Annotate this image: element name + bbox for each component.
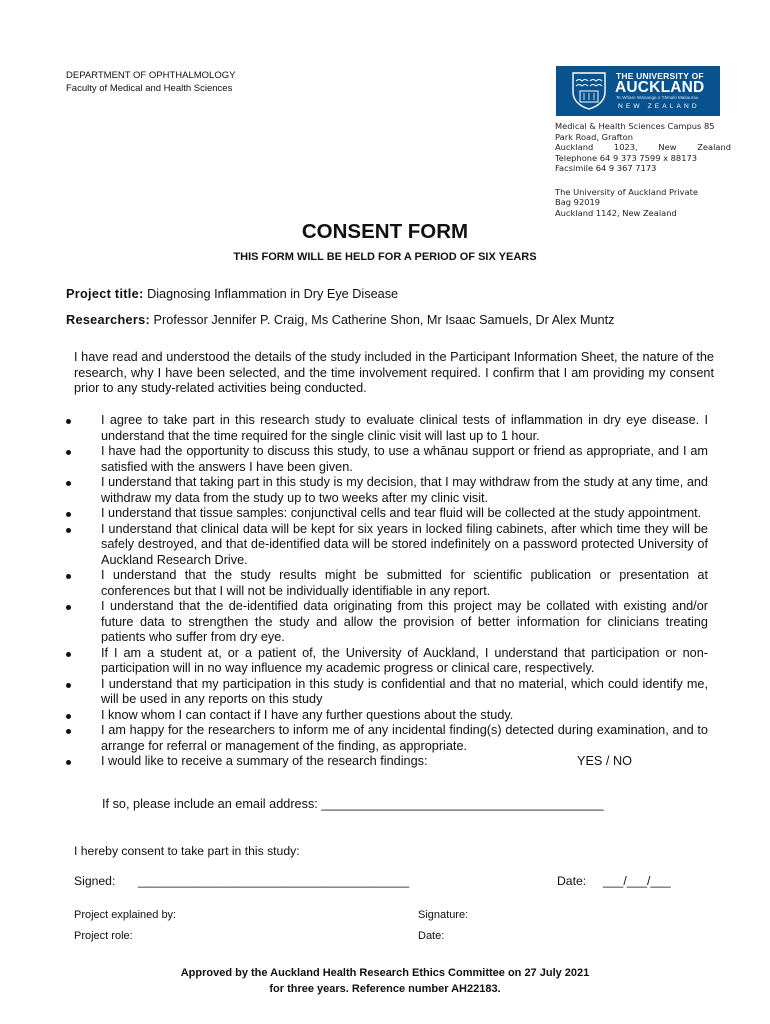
statement-text: I understand that the study results might be submitted for scientific publication or presentation at conferences but that I will not be individually identifiable in any report.	[101, 568, 708, 598]
statement-text: I would like to receive a summary of the research findings:	[101, 754, 428, 768]
researchers-label: Researchers:	[66, 313, 151, 327]
crest-icon	[572, 72, 606, 110]
private-bag-line: The University of Auckland Private	[555, 186, 698, 197]
statement-text: If I am a student at, or a patient of, the University of Auckland, I understand that participation or non-participation will in no way influence my academic progress or clinical care, respectively.	[101, 645, 708, 675]
bullet-icon	[66, 714, 71, 719]
list-item	[66, 646, 708, 677]
ethics-approval-line: Approved by the Auckland Health Research Ethics Committee on 27 July 2021	[180, 967, 590, 979]
logo-line-1: THE UNIVERSITY OF	[616, 71, 704, 81]
bullet-icon	[66, 481, 71, 486]
list-item	[66, 475, 708, 506]
project-role-label: Project role:	[74, 930, 133, 942]
address-part: 1023,	[613, 142, 638, 152]
private-bag-line: Bag 92019	[555, 197, 601, 207]
statement-text: I agree to take part in this research study to evaluate clinical tests of inflammation in dry eye disease. I understand that the time required for the single clinic visit will last up to 1 hour.	[101, 413, 708, 443]
bullet-icon	[66, 512, 71, 517]
list-item	[66, 522, 708, 569]
statement-text: I know whom I can contact if I have any further questions about the study.	[101, 707, 514, 722]
address-line: Park Road, Grafton	[555, 131, 633, 142]
form-subtitle: THIS FORM WILL BE HELD FOR A PERIOD OF SIX YEARS	[233, 251, 537, 263]
bullet-icon	[66, 683, 71, 688]
bullet-icon	[66, 605, 71, 610]
statement-text: I understand that my participation in this study is confidential and that no material, which could identify me, will be used in any reports on this study	[101, 676, 708, 706]
list-item	[66, 754, 708, 770]
project-title-value: Diagnosing Inflammation in Dry Eye Disease	[147, 287, 399, 301]
list-item	[66, 723, 708, 754]
consent-statement: I hereby consent to take part in this study:	[74, 844, 300, 858]
ethics-reference-line: for three years. Reference number AH22183.	[269, 983, 501, 995]
bullet-icon	[66, 574, 71, 579]
address-line: Medical & Health Sciences Campus 85	[555, 121, 715, 131]
bullet-icon	[66, 450, 71, 455]
university-logo	[556, 66, 720, 116]
email-field[interactable]: If so, please include an email address: ________________________________________	[102, 797, 604, 811]
project-explained-label: Project explained by:	[74, 909, 177, 921]
logo-line-3: Te Whare Wānanga o Tāmaki Makaurau	[616, 95, 699, 100]
list-item	[66, 599, 708, 646]
logo-line-4: NEW ZEALAND	[618, 103, 700, 110]
yes-no-choice[interactable]: YES / NO	[577, 754, 632, 768]
address-city-line	[555, 142, 731, 153]
list-item	[66, 413, 708, 444]
list-item	[66, 506, 708, 522]
researchers-value: Professor Jennifer P. Craig, Ms Catherine Shon, Mr Isaac Samuels, Dr Alex Muntz	[153, 313, 615, 327]
statement-text: I understand that taking part in this study is my decision, that I may withdraw from the study at any time, and withdraw my data from the study up to two weeks after my clinic visit.	[101, 475, 708, 505]
statement-text: I am happy for the researchers to inform me of any incidental finding(s) detected during examination, and to arrange for referral or management of the finding, as appropriate.	[101, 723, 708, 753]
statement-text: I understand that the de-identified data originating from this project may be collated with existing and/or future data to strengthen the study and allow the provision of better information for clinicians treating patients who suffer from dry eye.	[101, 599, 708, 644]
date-label: Date:	[557, 874, 587, 888]
bullet-icon	[66, 528, 71, 533]
address-part: New	[658, 142, 677, 152]
list-item	[66, 677, 708, 708]
statement-text: I understand that clinical data will be kept for six years in locked filing cabinets, after which time they will be safely destroyed, and that de-identified data will be stored indefinitely on a password protected University of Auckland Research Drive.	[101, 521, 708, 567]
intro-paragraph: I have read and understood the details of the study included in the Participant Information Sheet, the nature of the research, why I have been selected, and the time involvement required. I confirm that I am providing my consent prior to any study-related activities being conducted.	[74, 350, 714, 395]
date-field[interactable]: ___/___/___	[603, 874, 671, 888]
project-title-label: Project title:	[66, 287, 144, 301]
statement-text: I have had the opportunity to discuss this study, to use a whānau support or friend as appropriate, and I am satisfied with the answers I have been given.	[101, 444, 708, 474]
signature-label: Signature:	[418, 909, 469, 921]
list-item	[66, 444, 708, 475]
list-item	[66, 568, 708, 599]
list-item	[66, 708, 708, 724]
researchers-row	[66, 313, 614, 327]
private-bag-line: Auckland 1142, New Zealand	[555, 207, 677, 218]
bullet-icon	[66, 419, 71, 424]
bullet-icon	[66, 760, 71, 765]
second-date-label: Date:	[418, 930, 445, 942]
form-title: CONSENT FORM	[301, 220, 469, 243]
address-part: Auckland	[555, 142, 594, 152]
facsimile: Facsimile 64 9 367 7173	[555, 163, 657, 173]
telephone: Telephone 64 9 373 7599 x 88173	[555, 152, 698, 163]
project-title-row	[66, 287, 398, 301]
campus-address	[555, 121, 731, 218]
consent-statements	[66, 413, 708, 770]
signed-label: Signed:	[74, 874, 116, 888]
department-name: DEPARTMENT OF OPHTHALMOLOGY	[66, 70, 236, 81]
statement-text: I understand that tissue samples: conjunctival cells and tear fluid will be collected at the study appointment.	[101, 506, 702, 520]
faculty-name: Faculty of Medical and Health Sciences	[66, 82, 233, 94]
department-block	[66, 70, 235, 95]
signature-line[interactable]: ________________________________________	[138, 874, 410, 888]
bullet-icon	[66, 652, 71, 657]
logo-line-2: AUCKLAND	[615, 79, 705, 96]
address-part: Zealand	[697, 142, 731, 152]
bullet-icon	[66, 729, 71, 734]
